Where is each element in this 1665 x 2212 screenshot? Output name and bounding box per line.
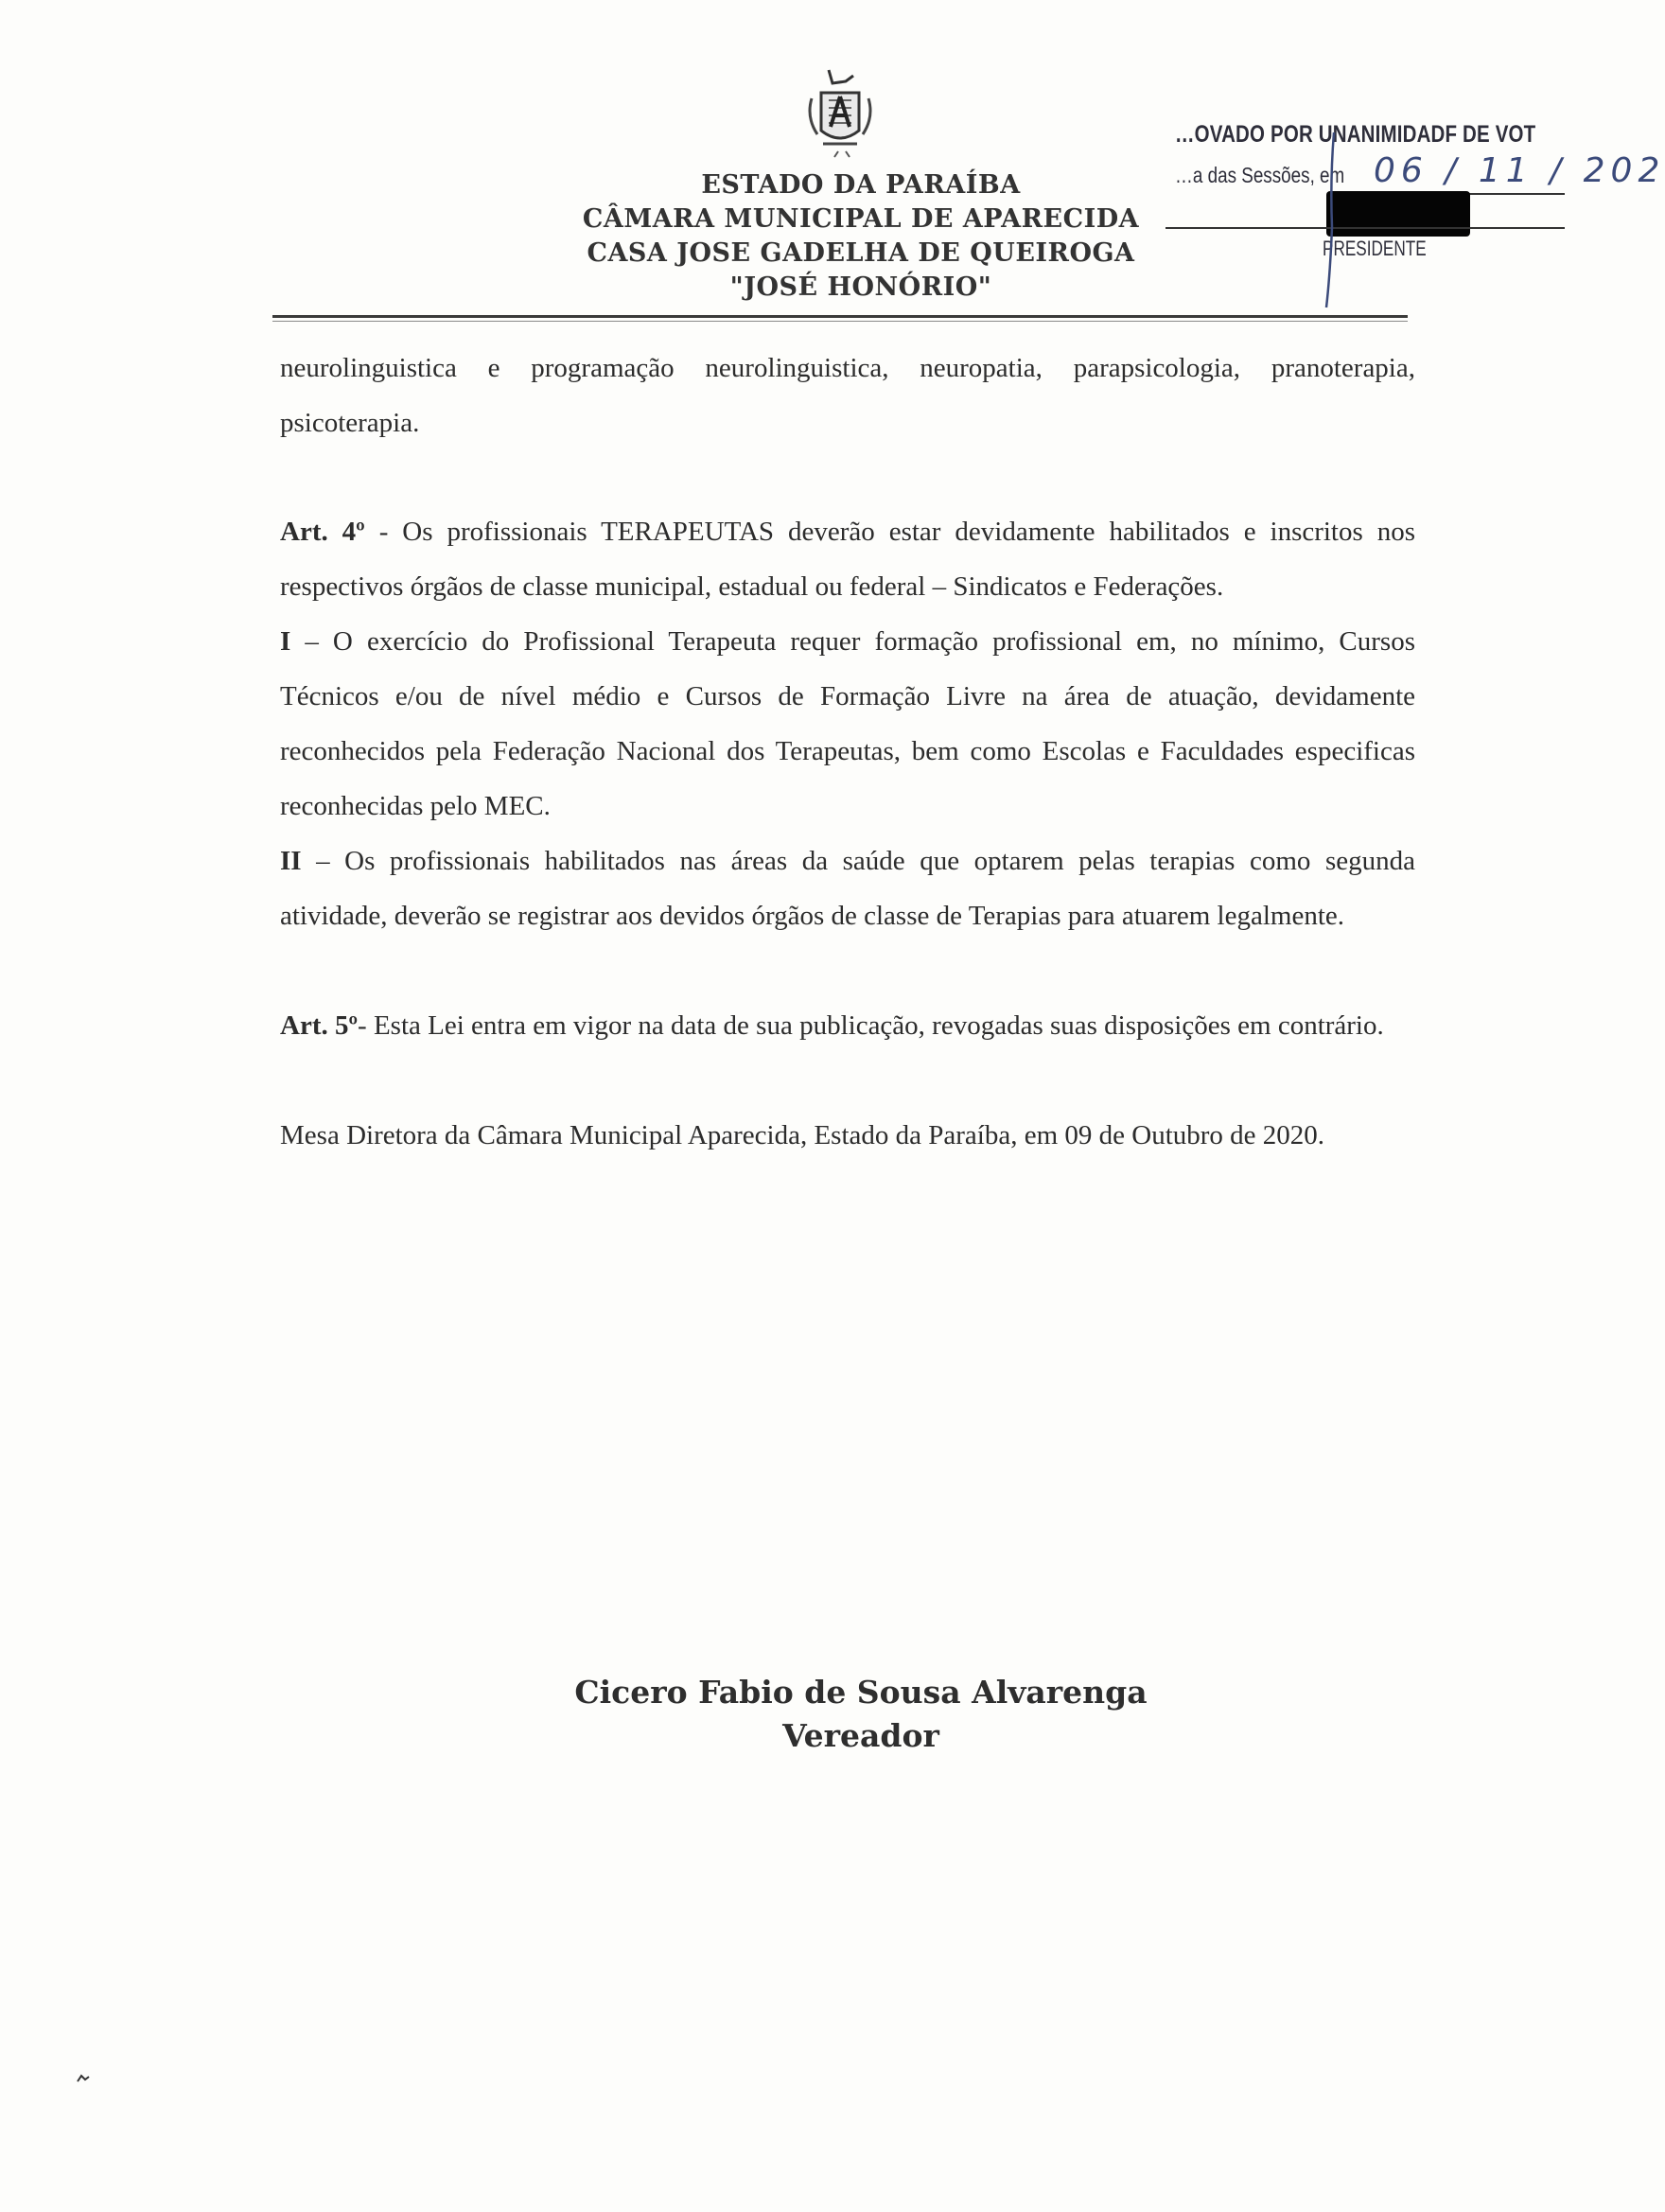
- header-chamber: CÂMARA MUNICIPAL DE APARECIDA: [582, 204, 1140, 234]
- signatory-name: Cicero Fabio de Sousa Alvarenga: [574, 1674, 1148, 1711]
- article-5-text: - Esta Lei entra em vigor na data de sua publicação, revogadas suas disposições em contrário.: [358, 1010, 1384, 1041]
- paragraph-continuation: neurolinguistica e programação neurolinguistica, neuropatia, parapsicologia, pranoterapia, psicoterapia.: [280, 353, 1415, 438]
- header-divider-thin: [272, 321, 1408, 322]
- header-divider: [272, 315, 1408, 318]
- article-4-item-1: [280, 614, 1415, 834]
- scan-speck-icon: [76, 2074, 91, 2083]
- stamp-session-text: …a das Sessões, em: [1175, 163, 1345, 187]
- stamp-presidente-label: PRESIDENTE: [1323, 237, 1427, 260]
- stamp-signature-line: [1166, 227, 1565, 229]
- article-4: [280, 504, 1415, 614]
- institution-header: [530, 168, 1192, 305]
- municipal-crest-icon: [800, 64, 880, 168]
- article-4-item-2: [280, 834, 1415, 943]
- article-5-label: Art. 5º: [280, 1010, 359, 1041]
- item-2-text: – Os profissionais habilitados nas áreas da saúde que optarem pelas terapias como segunda atividade, deverão se registrar aos devidos órgãos de classe de Terapias para atuarem legalmente.: [280, 846, 1415, 931]
- header-house: CASA JOSE GADELHA DE QUEIROGA: [587, 238, 1135, 268]
- header-state: ESTADO DA PARAÍBA: [701, 170, 1021, 200]
- article-4-text: - Os profissionais TERAPEUTAS deverão estar devidamente habilitados e inscritos nos respectivos órgãos de classe municipal, estadual ou federal – Sindicatos e Federações.: [280, 517, 1416, 602]
- header-honorific: "JOSÉ HONÓRIO": [729, 272, 992, 302]
- redaction-block: [1326, 191, 1470, 237]
- closing-statement: Mesa Diretora da Câmara Municipal Aparecida, Estado da Paraíba, em 09 de Outubro de 2020.: [280, 1120, 1325, 1150]
- signature-block: [530, 1671, 1192, 1758]
- item-1-text: – O exercício do Profissional Terapeuta requer formação profissional em, no mínimo, Cursos Técnicos e/ou de nível médio e Cursos de Formação Livre na área de atuação, devidamente reconhecidos pela Federação Nacional dos Terapeutas, bem como Escolas e Faculdades especificas reconhecidas pelo MEC.: [280, 626, 1415, 821]
- article-5: [280, 998, 1415, 1053]
- item-2-label: II: [280, 846, 302, 876]
- stamp-handwritten-date: 06 / 11 / 202: [1374, 151, 1665, 190]
- item-1-label: I: [280, 626, 291, 657]
- document-body: [280, 341, 1415, 1163]
- approval-stamp: [1166, 114, 1665, 303]
- stamp-approved-text: …OVADO POR UNANIMIDADF DE VOT: [1175, 121, 1536, 148]
- signatory-role: Vereador: [782, 1717, 939, 1754]
- article-4-label: Art. 4º: [280, 517, 365, 547]
